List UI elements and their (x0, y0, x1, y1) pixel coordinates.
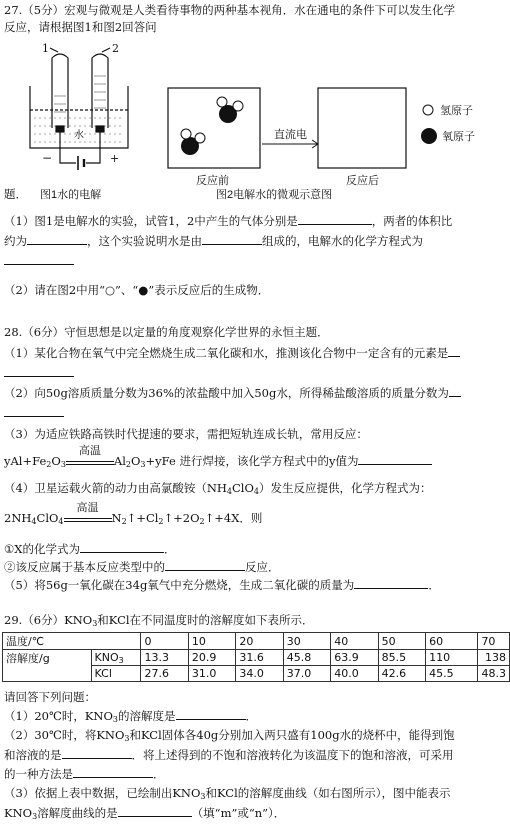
answer-blank[interactable] (448, 344, 460, 357)
table-cell: 37.0 (283, 666, 330, 682)
q28-part2-cont (4, 404, 64, 421)
table-cell: 20.9 (188, 650, 235, 666)
table-cell: 31.6 (236, 650, 283, 666)
q29-ask: 请回答下列问题： (4, 690, 96, 704)
tube2-label: 2 (112, 42, 119, 55)
q29-part1: （1）20℃时，$KNO_3$的溶解度是 ． (4, 709, 257, 724)
oxygen-atom-icon (421, 128, 437, 144)
minus-label: − (42, 151, 53, 165)
legend-oxygen: 氧原子 (442, 131, 475, 143)
table-cell: 45.5 (426, 666, 478, 682)
answer-blank[interactable] (4, 252, 74, 265)
table-header-temp: 温度/℃ (3, 633, 141, 650)
water-molecule-2 (181, 129, 205, 155)
figure2-caption: 图2电解水的微观示意图 (216, 189, 333, 201)
table-cell: 70 (478, 633, 510, 650)
table-row-label-kno3: $KNO_3$ (91, 650, 141, 666)
table-cell: 63.9 (331, 650, 378, 666)
table-cell: 27.6 (141, 666, 188, 682)
table-cell: 13.3 (141, 650, 188, 666)
q27-part1-line3 (4, 252, 74, 269)
table-row-label-kcl: KCl (91, 666, 141, 682)
before-box (168, 88, 260, 168)
q29-part2-line2: 和溶液的是 ．将上述得到的不饱和溶液转化为该温度下的饱和溶液，可采用 (4, 748, 454, 762)
table-header-solubility: 溶解度/g (3, 650, 92, 682)
table-cell: 40.0 (331, 666, 378, 682)
tube1-label: 1 (42, 42, 49, 55)
q29-part2-line3: 的一种方法是 ． (4, 767, 165, 781)
q27-part1-line2: 约为 ，这个实验说明水是由 组成的，电解水的化学方程式为 (4, 234, 423, 248)
table-row (3, 650, 510, 666)
table-cell: 50 (378, 633, 425, 650)
q28-part4: （4）卫星运载火箭的动力由高氯酸铵$(NH_4ClO_4)$发生反应提供，化学方程式为： (4, 481, 432, 496)
table-cell: 34.0 (236, 666, 283, 682)
direct-current-label: 直流电 (274, 129, 307, 141)
q27-part2: （2）请在图2中用“○”、“●”表示反应后的生成物． (4, 283, 270, 297)
q29-part2-line1: （2）30℃时，将$KNO_3$和KCl固体各40g分别加入两只盛有100g水的烧杯中，能得到饱 (4, 728, 455, 743)
table-cell: 0 (141, 633, 188, 650)
table-cell: 48.3 (478, 666, 510, 682)
answer-blank[interactable] (298, 212, 372, 225)
answer-blank[interactable] (449, 384, 461, 397)
q29-intro: 29.（6分）$KNO_3$和KCl在不同温度时的溶解度如下表所示． (4, 613, 314, 628)
answer-blank[interactable] (165, 558, 245, 571)
figure1-caption: 图1水的电解 (40, 189, 102, 201)
table-row (3, 633, 510, 650)
answer-blank[interactable] (176, 707, 246, 720)
answer-blank[interactable] (354, 576, 428, 589)
answer-blank[interactable] (4, 404, 64, 417)
table-cell: 42.6 (378, 666, 425, 682)
answer-blank[interactable] (27, 232, 87, 245)
q28-sub1: ①X的化学式为 ． (4, 542, 176, 556)
table-cell: 110 (426, 650, 478, 666)
table-cell: 60 (426, 633, 478, 650)
table-cell: 20 (236, 633, 283, 650)
answer-blank[interactable] (118, 804, 192, 817)
answer-blank[interactable] (202, 232, 262, 245)
after-label: 反应后 (346, 175, 379, 187)
answer-blank[interactable] (358, 452, 432, 465)
q28-part3: （3）为适应铁路高铁时代提速的要求，需把短轨连成长轨，常用反应： (4, 427, 368, 441)
answer-blank[interactable] (80, 540, 164, 553)
before-label: 反应前 (196, 175, 229, 187)
q27-intro-line3: 题． (4, 187, 27, 201)
q29-part3-line2: $KNO_3$溶解度曲线的是 （填“m”或“n”）． (4, 806, 286, 821)
q27-part1-line1: （1）图1是电解水的实验，试管1，2中产生的气体分别是 ，两者的体积比 (4, 214, 453, 228)
q28-part2: （2）向50g溶质质量分数为36%的浓盐酸中加入50g水，所得稀盐酸溶质的质量分数为 (4, 384, 461, 401)
table-cell: 138 (478, 650, 510, 666)
after-box (318, 88, 406, 168)
table-cell: 45.8 (283, 650, 330, 666)
plus-label: + (110, 152, 120, 165)
answer-blank[interactable] (62, 746, 132, 759)
q28-equation2: $2NH_4ClO_4$ 高温 $N_2↑+Cl_2↑+2O_2↑+4X$．则 (4, 501, 263, 526)
solubility-table (2, 632, 510, 682)
microscopic-diagram (168, 88, 475, 201)
legend-hydrogen: 氢原子 (440, 105, 473, 117)
answer-blank[interactable] (73, 765, 153, 778)
table-cell: 85.5 (378, 650, 425, 666)
water-molecule-1 (217, 97, 243, 123)
q28-part5: （5）将56g一氧化碳在34g氧气中充分燃烧，生成二氧化碳的质量为 ． (4, 578, 440, 592)
reaction-condition-arrow: 高温 (66, 455, 114, 465)
q27-figure (0, 38, 510, 203)
q28-sub2: ②该反应属于基本反应类型中的 反应． (4, 560, 280, 574)
table-cell: 40 (331, 633, 378, 650)
q28-equation1: $yAl+Fe_2O_3$ 高温 $Al_2O_3+yFe$ 进行焊接，该化学方程式中的y值为 (4, 452, 432, 473)
answer-blank[interactable] (4, 364, 74, 377)
table-cell: 10 (188, 633, 235, 650)
reaction-condition-arrow: 高温 (64, 512, 112, 522)
hydrogen-atom-icon (423, 105, 433, 115)
table-cell: 31.0 (188, 666, 235, 682)
water-label: 水 (74, 130, 84, 141)
q28-part1: （1）某化合物在氧气中完全燃烧生成二氧化碳和水，推测该化合物中一定含有的元素是 (4, 344, 460, 361)
electrolysis-apparatus (30, 42, 128, 170)
q29-part3-line1: （3）依据上表中数据，已绘制出$KNO_3$和KCl的溶解度曲线（如右图所示），图中能表示 (4, 786, 451, 801)
q28-part1-cont (4, 364, 74, 381)
q28-intro: 28.（6分）守恒思想是以定量的角度观察化学世界的永恒主题． (4, 325, 329, 339)
table-cell: 30 (283, 633, 330, 650)
q27-intro-line2: 反应，请根据图1和图2回答问 (4, 20, 157, 34)
q27-intro-line1: 27.（5分）宏观与微观是人类看待事物的两种基本视角．水在通电的条件下可以发生化学 (4, 3, 456, 17)
